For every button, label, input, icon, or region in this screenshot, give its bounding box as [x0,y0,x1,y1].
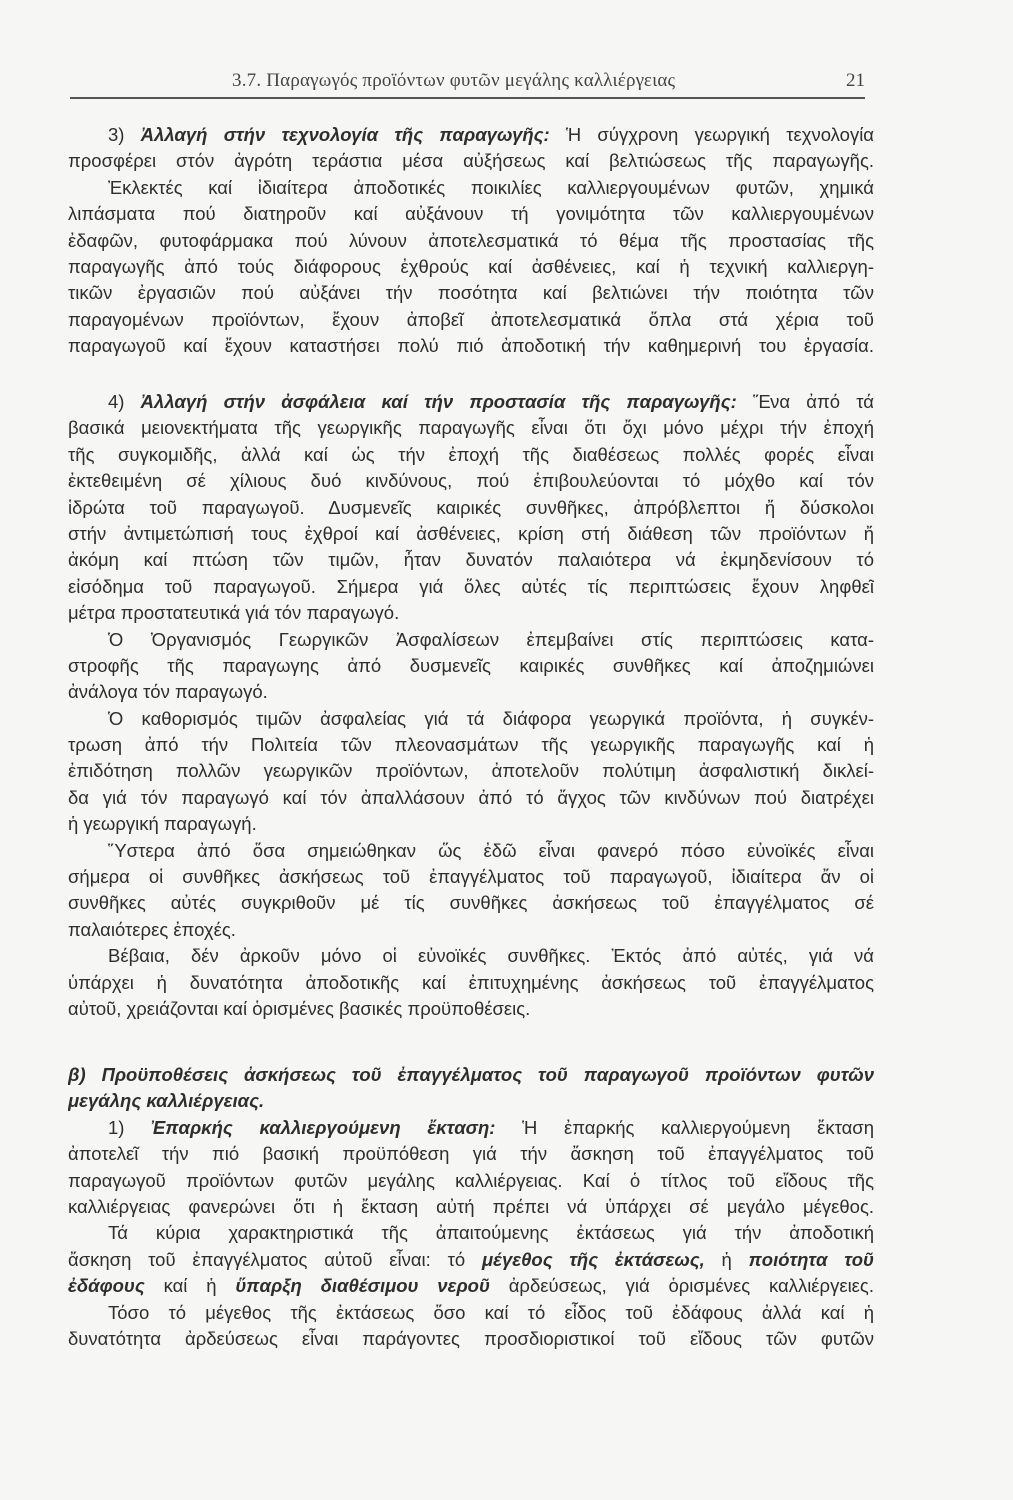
body-text: Βέβαια, δέν ἀρκοῦν μόνο οἱ εὐνοϊκές συνθῆκες. Ἐκτός ἀπό αὐτές, γιά νά [108,945,874,967]
text-line [68,442,874,468]
text-line [68,627,874,653]
body-text: προσφέρει στόν ἀγρότη τεράστια μέσα αὐξήσεως καί βελτιώσεως τῆς παραγωγῆς. [68,150,874,172]
body-text: αὐτοῦ, χρειάζονται καί ὁρισμένες βασικές προϋποθέσεις. [68,997,531,1019]
body-text: ἐκτεθειμένη σέ χίλιους δυό κινδύνους, πού ἐπιβουλεύονται τό μόχθο καί τόν [68,470,874,492]
text-line [68,1088,874,1114]
emphasis-text: μεγάλης καλλιέργειας. [68,1090,265,1112]
text-line [68,653,874,679]
text-line [68,1220,874,1246]
text-line [68,1168,874,1194]
text-line [68,732,874,758]
text-line [68,785,874,811]
section-b-prerequisites [68,1062,874,1352]
text-line [68,333,874,359]
text-line [68,996,874,1022]
text-line [68,1326,874,1352]
text-line [68,148,874,174]
text-line [68,495,874,521]
body-text: ἀποτελεῖ τήν πιό βασική προϋπόθεση γιά τήν ἄσκηση τοῦ ἐπαγγέλματος τοῦ [68,1143,874,1165]
header-rule [70,97,865,99]
body-text: παλαιότερες ἐποχές. [68,918,236,940]
text-line [68,600,874,626]
text-line [68,574,874,600]
body-text: τῆς συγκομιδῆς, ἀλλά καί ὡς τήν ἐποχή τῆς διαθέσεως πολλές φορές εἶναι [68,443,874,465]
text-line [68,890,874,916]
text-line [68,122,874,148]
text-line [68,201,874,227]
body-text: εἰσόδημα τοῦ παραγωγοῦ. Σήμερα γιά ὅλες αὐτές τίς περιπτώσεις ἔχουν ληφθεῖ [68,575,874,597]
text-line [68,1115,874,1141]
text-line [68,254,874,280]
paragraph-4-insurance [68,389,874,1022]
body-text: δυνατότητα ἀρδεύσεως εἶναι παράγοντες προσδιοριστικοί τοῦ εἴδους τῶν φυτῶν [68,1327,874,1349]
text-line [68,415,874,441]
body-text: βασικά μειονεκτήματα τῆς γεωργικῆς παραγωγῆς εἶναι ὅτι ὄχι μόνο μέχρι τήν ἐποχή [68,417,874,439]
emphasis-text: ἐδάφους [68,1275,145,1297]
body-text: Ὁ καθορισμός τιμῶν ἀσφαλείας γιά τά διάφορα γεωργικά προϊόντα, ἡ συγκέν- [108,707,874,729]
body-text: 4) [108,391,141,412]
body-text: ἄσκηση τοῦ ἐπαγγέλματος αὐτοῦ εἶναι: τό [68,1248,482,1270]
body-text: ἀνάλογα τόν παραγωγό. [68,681,268,703]
body-text: τρωση ἀπό τήν Πολιτεία τῶν πλεονασμάτων τῆς γεωργικῆς παραγωγῆς καί ἡ [68,734,874,756]
text-line [68,468,874,494]
emphasis-text: β) Προϋποθέσεις ἀσκήσεως τοῦ ἐπαγγέλματος τοῦ παραγωγοῦ προϊόντων φυτῶν [68,1064,874,1085]
text-line [68,1062,874,1088]
body-text: Ἐκλεκτές καί ἰδιαίτερα ἀποδοτικές ποικιλίες καλλιεργουμένων φυτῶν, χημικά [108,176,874,198]
page-number: 21 [846,70,865,91]
body-text: ἀκόμη καί πτώση τῶν τιμῶν, ἦταν δυνατόν παλαιότερα νά ἐκμηδενίσουν τό [68,549,874,571]
emphasis-text: ποιότητα τοῦ [748,1248,874,1270]
text-line [68,175,874,201]
text-line [68,389,874,415]
body-text: ἐδαφῶν, φυτοφάρμακα πού λύνουν ἀποτελεσματικά τό θέμα τῆς προστασίας τῆς [68,229,874,251]
body-text: Τά κύρια χαρακτηριστικά τῆς ἀπαιτούμενης ἐκτάσεως γιά τήν ἀποδοτική [108,1222,874,1244]
emphasis-text: μέγεθος τῆς ἐκτάσεως, [481,1248,705,1270]
text-line [68,228,874,254]
emphasis-text: Ἐπαρκής καλλιεργούμενη ἔκταση: [151,1116,496,1138]
body-text: τικῶν ἐργασιῶν πού αὐξάνει τήν ποσότητα καί βελτιώνει τήν ποιότητα τῶν [68,282,874,304]
body-text: Ὁ Ὀργανισμός Γεωργικῶν Ἀσφαλίσεων ἐπεμβαίνει στίς περιπτώσεις κατα- [108,628,874,650]
text-line [68,1194,874,1220]
body-text: ἡ [704,1248,749,1270]
body-text: μέτρα προστατευτικά γιά τόν παραγωγό. [68,602,400,624]
text-line [68,970,874,996]
paragraph-3-technology [68,122,874,360]
text-line [68,943,874,969]
text-line [68,307,874,333]
body-text: παραγωγοῦ καί ἔχουν καταστήσει πολύ πιό ἀποδοτική τήν καθημερινή του ἐργασία. [68,335,874,357]
text-line [68,706,874,732]
body-text: καλλιέργειας φανερώνει ὅτι ἡ ἔκταση αὐτή πρέπει νά ὑπάρχει σέ μεγάλο μέγεθος. [68,1195,874,1217]
body-text: Τόσο τό μέγεθος τῆς ἐκτάσεως ὅσο καί τό εἶδος τοῦ ἐδάφους ἀλλά καί ἡ [108,1301,874,1323]
running-header-title: 3.7. Παραγωγός προϊόντων φυτῶν μεγάλης καλλιέργειας [232,70,676,91]
text-line [68,917,874,943]
body-text: ἐπιδότηση πολλῶν γεωργικῶν προϊόντων, ἀποτελοῦν πολύτιμη ἀσφαλιστική δικλεί- [68,760,874,782]
text-line [68,864,874,890]
body-text: σήμερα οἱ συνθῆκες ἀσκήσεως τοῦ ἐπαγγέλματος τοῦ παραγωγοῦ, ἰδιαίτερα ἄν οἱ [68,866,874,888]
body-text: Ἡ ἐπαρκής καλλιεργούμενη ἔκταση [495,1116,874,1138]
text-line [68,1141,874,1167]
text-line [68,521,874,547]
text-line [68,679,874,705]
running-header [70,70,865,96]
body-text: καί ἡ [144,1275,236,1297]
body-text: δα γιά τόν παραγωγό καί τόν ἀπαλλάσουν ἀπό τό ἄγχος τῶν κινδύνων πού διατρέχει [68,786,874,808]
body-text: στήν ἀντιμετώπισή τους ἐχθροί καί ἀσθένειες, κρίση στή διάθεση τῶν προϊόντων ἤ [68,522,874,544]
emphasis-text: Ἀλλαγή στήν τεχνολογία τῆς παραγωγῆς: [140,124,550,145]
text-line [68,758,874,784]
text-line [68,547,874,573]
body-text: 1) [108,1116,152,1138]
text-line [68,280,874,306]
body-text: παραγομένων προϊόντων, ἔχουν ἀποβεῖ ἀποτελεσματικά ὅπλα στά χέρια τοῦ [68,308,874,330]
emphasis-text: ὕπαρξη διαθέσιμου νεροῦ [235,1275,490,1297]
text-line [68,811,874,837]
text-line [68,1300,874,1326]
body-text: Ἕνα ἀπό τά [736,391,874,412]
body-text: παραγωγῆς ἀπό τούς διάφορους ἐχθρούς καί ἀσθένειες, καί ἡ τεχνική καλλιεργη- [68,255,874,277]
text-line [68,1247,874,1273]
body-text: στροφῆς τῆς παραγωγης ἀπό δυσμενεῖς καιρικές συνθῆκες καί ἀποζημιώνει [68,654,874,676]
body-text: ἱδρώτα τοῦ παραγωγοῦ. Δυσμενεῖς καιρικές συνθῆκες, ἀπρόβλεπτοι ἤ δύσκολοι [68,496,874,518]
body-text: συνθῆκες αὐτές συγκριθοῦν μέ τίς συνθῆκες ἀσκήσεως τοῦ ἐπαγγέλματος σέ [68,892,874,914]
body-text: Ἡ σύγχρονη γεωργική τεχνολογία [549,124,874,145]
body-text: 3) [108,124,141,145]
text-line [68,838,874,864]
emphasis-text: Ἀλλαγή στήν ἀσφάλεια καί τήν προστασία τῆς παραγωγῆς: [140,391,737,412]
text-line [68,1273,874,1299]
body-text: ὑπάρχει ἡ δυνατότητα ἀποδοτικῆς καί ἐπιτυχημένης ἀσκήσεως τοῦ ἐπαγγέλματος [68,971,874,993]
body-text: Ὕστερα ἀπό ὅσα σημειώθηκαν ὥς ἐδῶ εἶναι φανερό πόσο εὐνοϊκές εἶναι [108,839,874,861]
body-text: ἡ γεωργική παραγωγή. [68,813,257,835]
body-text: ἀρδεύσεως, γιά ὁρισμένες καλλιέργειες. [489,1275,874,1297]
body-text: λιπάσματα πού διατηροῦν καί αὐξάνουν τή γονιμότητα τῶν καλλιεργουμένων [68,203,874,225]
body-text: παραγωγοῦ προϊόντων φυτῶν μεγάλης καλλιέργειας. Καί ὁ τίτλος τοῦ εἴδους τῆς [68,1169,874,1191]
